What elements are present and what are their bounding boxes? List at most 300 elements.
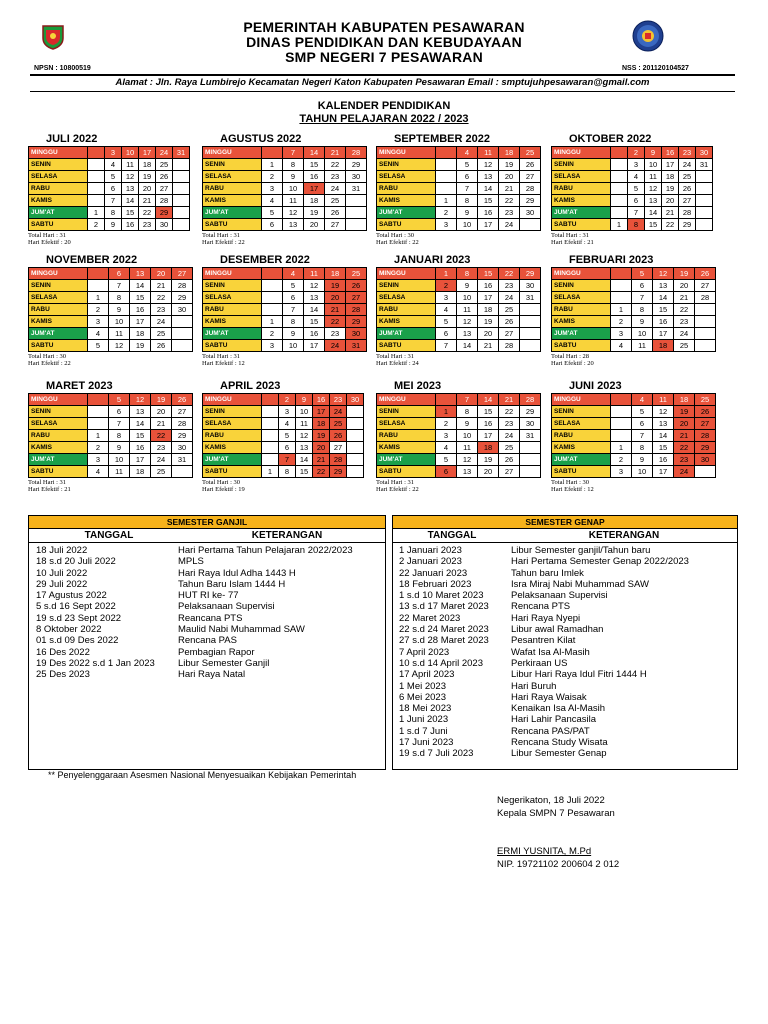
list-item: Reancana PTS <box>178 612 243 624</box>
day-cell <box>88 406 109 418</box>
list-item: 29 Juli 2022 <box>36 578 88 590</box>
month-effective-days: Hari Efektif : 22 <box>376 486 419 493</box>
day-row-sabtu <box>29 466 193 478</box>
weekday-label: SENIN <box>29 406 88 418</box>
day-cell <box>346 219 367 231</box>
list-item: 01 s.d 09 Des 2022 <box>36 635 119 647</box>
list-item: Hari Raya Nyepi <box>511 612 581 624</box>
weekday-label: RABU <box>29 430 88 442</box>
day-cell: 9 <box>632 454 653 466</box>
day-cell: 19 <box>325 280 346 292</box>
day-cell: 23 <box>151 442 172 454</box>
weekday-label: RABU <box>377 430 436 442</box>
day-row-sabtu <box>552 466 716 478</box>
list-item: 1 s.d 10 Maret 2023 <box>399 590 484 602</box>
month-totals <box>28 479 71 493</box>
semester-ganjil-title: SEMESTER GANJIL <box>29 516 385 529</box>
day-cell <box>88 147 105 159</box>
day-cell <box>611 171 628 183</box>
day-cell: 28 <box>172 280 193 292</box>
month-effective-days: Hari Efektif : 20 <box>551 360 594 367</box>
weekday-label: SELASA <box>552 171 611 183</box>
day-row-kamis <box>203 316 367 328</box>
day-cell: 25 <box>499 442 520 454</box>
day-cell: 28 <box>172 418 193 430</box>
day-cell: 25 <box>151 328 172 340</box>
day-cell: 22 <box>499 268 520 280</box>
day-cell: 18 <box>653 340 674 352</box>
day-row-selasa <box>552 292 716 304</box>
day-cell <box>696 195 713 207</box>
day-cell: 15 <box>478 195 499 207</box>
day-cell: 4 <box>436 442 457 454</box>
day-cell: 22 <box>674 442 695 454</box>
school-address: Alamat : Jln. Raya Lumbirejo Kecamatan Negeri Katon Kabupaten Pesawaran Email : smptujuhpesawaran@gmail.com <box>115 77 650 88</box>
weekday-label: JUM'AT <box>552 454 611 466</box>
day-cell: 6 <box>105 183 122 195</box>
weekday-label: SENIN <box>552 280 611 292</box>
day-cell: 9 <box>632 316 653 328</box>
day-cell: 23 <box>330 394 347 406</box>
day-row-jumat <box>552 207 713 219</box>
day-cell: 26 <box>520 159 541 171</box>
day-cell <box>611 292 632 304</box>
day-cell <box>520 466 541 478</box>
day-cell: 22 <box>674 304 695 316</box>
day-row-minggu <box>203 268 367 280</box>
month-effective-days: Hari Efektif : 24 <box>376 360 419 367</box>
weekday-label: SABTU <box>29 219 88 231</box>
day-cell: 4 <box>632 394 653 406</box>
day-row-selasa <box>203 418 364 430</box>
month-effective-days: Hari Efektif : 22 <box>376 239 419 246</box>
day-cell: 8 <box>279 466 296 478</box>
weekday-label: SENIN <box>377 406 436 418</box>
day-cell: 18 <box>499 147 520 159</box>
weekday-label: JUM'AT <box>552 207 611 219</box>
list-item: Maulid Nabi Muhammad SAW <box>178 624 305 636</box>
list-item: 22 s.d 24 Maret 2023 <box>399 624 489 636</box>
day-cell <box>262 147 283 159</box>
month-totals <box>376 232 419 246</box>
day-cell: 1 <box>436 195 457 207</box>
month-4 <box>551 133 718 253</box>
day-row-sabtu <box>29 219 190 231</box>
day-cell: 15 <box>478 268 499 280</box>
month-totals <box>202 479 245 493</box>
day-cell <box>262 454 279 466</box>
day-row-senin <box>377 280 541 292</box>
month-title: JUNI 2023 <box>569 380 622 392</box>
day-cell: 21 <box>499 394 520 406</box>
day-cell: 5 <box>105 171 122 183</box>
day-cell: 19 <box>499 159 520 171</box>
day-cell: 25 <box>330 418 347 430</box>
header-government: PEMERINTAH KABUPATEN PESAWARAN <box>243 19 525 35</box>
day-cell: 15 <box>296 466 313 478</box>
day-row-sabtu <box>552 340 716 352</box>
day-cell: 23 <box>499 207 520 219</box>
list-item: 17 Agustus 2022 <box>36 590 107 602</box>
day-cell: 4 <box>628 171 645 183</box>
day-cell: 25 <box>156 159 173 171</box>
day-cell <box>88 418 109 430</box>
day-cell: 24 <box>674 328 695 340</box>
day-cell: 5 <box>88 340 109 352</box>
day-cell <box>88 268 109 280</box>
header-rule-top <box>30 74 735 76</box>
weekday-label: KAMIS <box>552 316 611 328</box>
day-cell: 9 <box>105 219 122 231</box>
day-cell: 6 <box>436 328 457 340</box>
day-cell: 7 <box>109 280 130 292</box>
weekday-label: MINGGU <box>203 147 262 159</box>
day-cell: 7 <box>279 454 296 466</box>
day-cell: 16 <box>662 147 679 159</box>
day-cell <box>262 442 279 454</box>
day-cell: 7 <box>457 183 478 195</box>
day-cell: 24 <box>499 292 520 304</box>
weekday-label: JUM'AT <box>29 207 88 219</box>
list-item: 18 Juli 2022 <box>36 545 88 556</box>
day-cell: 8 <box>283 159 304 171</box>
list-item: 16 Des 2022 <box>36 646 90 658</box>
weekday-label: JUM'AT <box>29 328 88 340</box>
weekday-label: KAMIS <box>552 442 611 454</box>
day-row-rabu <box>377 430 541 442</box>
month-totals <box>551 479 594 493</box>
day-cell: 22 <box>499 406 520 418</box>
list-item: 7 April 2023 <box>399 646 450 658</box>
weekday-label: SABTU <box>203 466 262 478</box>
day-row-jumat <box>29 328 193 340</box>
day-cell: 1 <box>611 219 628 231</box>
day-cell: 13 <box>283 219 304 231</box>
day-cell: 3 <box>88 316 109 328</box>
day-cell: 30 <box>520 418 541 430</box>
day-cell: 1 <box>88 207 105 219</box>
day-row-sabtu <box>203 466 364 478</box>
weekday-label: SABTU <box>203 219 262 231</box>
semester-genap-header-row <box>393 529 737 543</box>
weekday-label: SENIN <box>203 159 262 171</box>
month-grid <box>28 393 193 478</box>
day-cell: 20 <box>674 418 695 430</box>
month-effective-days: Hari Efektif : 22 <box>202 239 245 246</box>
day-cell: 19 <box>478 454 499 466</box>
day-cell <box>696 207 713 219</box>
day-cell: 12 <box>653 268 674 280</box>
list-item: HUT RI ke- 77 <box>178 590 239 602</box>
day-row-rabu <box>29 430 193 442</box>
day-cell: 11 <box>109 466 130 478</box>
day-cell: 15 <box>130 430 151 442</box>
day-cell: 28 <box>520 394 541 406</box>
month-totals <box>28 353 71 367</box>
month-totals <box>28 232 71 246</box>
month-title: AGUSTUS 2022 <box>220 133 302 145</box>
day-cell: 12 <box>109 340 130 352</box>
day-cell: 1 <box>436 268 457 280</box>
day-cell: 11 <box>457 442 478 454</box>
month-title: OKTOBER 2022 <box>569 133 652 145</box>
day-row-senin <box>203 280 367 292</box>
day-row-rabu <box>29 183 190 195</box>
month-totals <box>551 232 594 246</box>
day-cell: 18 <box>130 328 151 340</box>
day-row-kamis <box>552 316 716 328</box>
day-cell: 29 <box>679 219 696 231</box>
day-row-senin <box>552 280 716 292</box>
day-cell: 12 <box>457 454 478 466</box>
day-cell: 24 <box>325 340 346 352</box>
day-cell: 12 <box>130 394 151 406</box>
day-cell: 14 <box>653 292 674 304</box>
day-cell: 21 <box>674 292 695 304</box>
day-cell: 6 <box>457 171 478 183</box>
day-cell: 21 <box>151 418 172 430</box>
day-cell: 21 <box>674 430 695 442</box>
weekday-label: KAMIS <box>377 442 436 454</box>
header-rule-bottom <box>30 91 735 92</box>
weekday-label: SENIN <box>377 159 436 171</box>
day-cell: 5 <box>632 268 653 280</box>
month-5 <box>28 254 195 374</box>
day-cell <box>262 418 279 430</box>
day-cell <box>347 466 364 478</box>
day-cell: 6 <box>109 268 130 280</box>
day-cell: 25 <box>695 394 716 406</box>
list-item: 6 Mei 2023 <box>399 691 447 703</box>
day-cell: 9 <box>296 394 313 406</box>
weekday-label: SABTU <box>552 340 611 352</box>
month-title: FEBRUARI 2023 <box>569 254 654 266</box>
day-cell: 11 <box>296 418 313 430</box>
day-cell: 7 <box>632 292 653 304</box>
month-effective-days: Hari Efektif : 21 <box>551 239 594 246</box>
day-cell: 7 <box>457 394 478 406</box>
day-cell: 6 <box>632 280 653 292</box>
day-cell: 16 <box>653 454 674 466</box>
assessment-note: ** Penyelenggaraan Asesmen Nasional Menyesuaikan Kebijakan Pemerintah <box>48 770 357 780</box>
day-cell: 6 <box>632 418 653 430</box>
list-item: Libur Semester ganjil/Tahun baru <box>511 545 651 556</box>
day-cell: 29 <box>172 430 193 442</box>
semester-genap-table <box>392 515 738 770</box>
day-cell: 27 <box>172 268 193 280</box>
day-cell <box>520 454 541 466</box>
day-row-senin <box>203 406 364 418</box>
day-cell: 26 <box>499 316 520 328</box>
month-grid <box>202 146 367 231</box>
day-cell: 15 <box>645 219 662 231</box>
month-total-days: Total Hari : 31 <box>28 232 66 239</box>
day-cell: 30 <box>520 280 541 292</box>
weekday-label: RABU <box>203 430 262 442</box>
day-row-sabtu <box>29 340 193 352</box>
day-cell: 21 <box>313 454 330 466</box>
day-cell: 9 <box>109 304 130 316</box>
day-cell <box>172 328 193 340</box>
day-cell: 23 <box>499 280 520 292</box>
day-cell: 11 <box>304 268 325 280</box>
month-effective-days: Hari Efektif : 19 <box>202 486 245 493</box>
weekday-label: SABTU <box>377 466 436 478</box>
day-cell <box>611 280 632 292</box>
day-cell: 2 <box>611 454 632 466</box>
day-cell: 13 <box>457 328 478 340</box>
day-cell: 4 <box>611 340 632 352</box>
day-cell: 24 <box>151 316 172 328</box>
day-cell: 22 <box>662 219 679 231</box>
day-cell: 17 <box>653 328 674 340</box>
day-cell: 25 <box>520 147 541 159</box>
month-title: JANUARI 2023 <box>394 254 471 266</box>
day-cell: 22 <box>151 292 172 304</box>
day-cell: 14 <box>457 340 478 352</box>
day-cell: 14 <box>645 207 662 219</box>
day-cell: 24 <box>674 466 695 478</box>
list-item: 19 Des 2022 s.d 1 Jan 2023 <box>36 657 155 669</box>
month-totals <box>202 353 245 367</box>
day-row-jumat <box>552 328 716 340</box>
day-cell: 31 <box>173 147 190 159</box>
day-row-senin <box>29 280 193 292</box>
day-cell: 11 <box>632 340 653 352</box>
day-cell: 19 <box>151 394 172 406</box>
day-cell: 16 <box>130 442 151 454</box>
day-cell <box>173 219 190 231</box>
day-cell: 17 <box>478 430 499 442</box>
weekday-label: KAMIS <box>203 442 262 454</box>
day-cell: 18 <box>139 159 156 171</box>
calendar-title: KALENDER PENDIDIKAN <box>317 100 451 112</box>
day-row-kamis <box>552 195 713 207</box>
weekday-label: RABU <box>552 304 611 316</box>
day-row-jumat <box>377 454 541 466</box>
day-cell <box>611 159 628 171</box>
day-cell: 31 <box>696 159 713 171</box>
day-cell: 31 <box>520 430 541 442</box>
day-cell: 12 <box>457 316 478 328</box>
day-cell: 21 <box>139 195 156 207</box>
day-cell: 22 <box>499 195 520 207</box>
day-cell: 8 <box>632 304 653 316</box>
day-cell: 18 <box>325 268 346 280</box>
weekday-label: MINGGU <box>203 268 262 280</box>
day-cell: 17 <box>304 340 325 352</box>
month-title: JULI 2022 <box>46 133 98 145</box>
day-cell: 14 <box>653 430 674 442</box>
month-total-days: Total Hari : 30 <box>376 232 414 239</box>
month-totals <box>376 353 419 367</box>
day-cell: 17 <box>478 219 499 231</box>
month-11 <box>376 380 543 500</box>
day-cell: 28 <box>499 340 520 352</box>
day-cell: 10 <box>457 430 478 442</box>
day-cell: 28 <box>695 430 716 442</box>
day-cell: 30 <box>695 454 716 466</box>
day-cell: 8 <box>283 316 304 328</box>
day-cell: 16 <box>122 219 139 231</box>
day-cell: 27 <box>156 183 173 195</box>
list-item: 19 s.d 7 Juli 2023 <box>399 748 474 760</box>
day-cell <box>695 328 716 340</box>
day-cell: 5 <box>436 316 457 328</box>
weekday-label: JUM'AT <box>203 454 262 466</box>
month-totals <box>376 479 419 493</box>
month-effective-days: Hari Efektif : 20 <box>28 239 71 246</box>
day-cell <box>262 304 283 316</box>
weekday-label: SENIN <box>377 280 436 292</box>
day-cell: 22 <box>325 159 346 171</box>
weekday-label: SELASA <box>377 418 436 430</box>
day-cell <box>611 268 632 280</box>
month-6 <box>202 254 369 374</box>
weekday-label: JUM'AT <box>552 328 611 340</box>
list-item: Libur awal Ramadhan <box>511 624 604 636</box>
day-row-rabu <box>552 304 716 316</box>
day-row-senin <box>29 159 190 171</box>
day-cell: 12 <box>304 280 325 292</box>
list-item: 18 Mei 2023 <box>399 703 452 715</box>
day-cell <box>173 195 190 207</box>
day-cell: 30 <box>346 328 367 340</box>
day-cell <box>611 394 632 406</box>
day-cell <box>88 159 105 171</box>
day-cell: 20 <box>313 442 330 454</box>
day-cell: 2 <box>436 207 457 219</box>
day-cell <box>347 442 364 454</box>
month-8 <box>551 254 718 374</box>
day-cell: 23 <box>139 219 156 231</box>
weekday-label: JUM'AT <box>29 454 88 466</box>
day-cell: 13 <box>304 292 325 304</box>
list-item: Libur Semester Genap <box>511 748 607 760</box>
day-cell: 5 <box>262 207 283 219</box>
day-cell: 27 <box>679 195 696 207</box>
day-row-minggu <box>552 394 716 406</box>
list-item: 1 Mei 2023 <box>399 680 447 692</box>
day-cell: 15 <box>304 159 325 171</box>
month-total-days: Total Hari : 31 <box>202 353 240 360</box>
day-cell <box>611 147 628 159</box>
day-cell: 21 <box>325 304 346 316</box>
day-cell: 23 <box>679 147 696 159</box>
day-cell: 1 <box>262 316 283 328</box>
day-cell: 31 <box>346 340 367 352</box>
signature-place-date: Negerikaton, 18 Juli 2022 <box>497 795 605 806</box>
day-cell: 24 <box>156 147 173 159</box>
list-item: Hari Pertama Semester Genap 2022/2023 <box>511 556 689 568</box>
month-title: MEI 2023 <box>394 380 442 392</box>
list-item: Pesantren Kilat <box>511 635 576 647</box>
weekday-label: JUM'AT <box>203 207 262 219</box>
day-cell: 17 <box>313 406 330 418</box>
day-row-senin <box>377 159 541 171</box>
day-cell: 9 <box>457 418 478 430</box>
nss-label: NSS : 201120104527 <box>622 65 689 72</box>
month-grid <box>551 393 716 478</box>
day-row-sabtu <box>377 466 541 478</box>
day-cell <box>172 466 193 478</box>
month-1 <box>28 133 195 253</box>
month-9 <box>28 380 195 500</box>
day-cell <box>520 304 541 316</box>
weekday-label: SELASA <box>29 292 88 304</box>
day-cell: 3 <box>262 183 283 195</box>
day-cell: 4 <box>436 304 457 316</box>
